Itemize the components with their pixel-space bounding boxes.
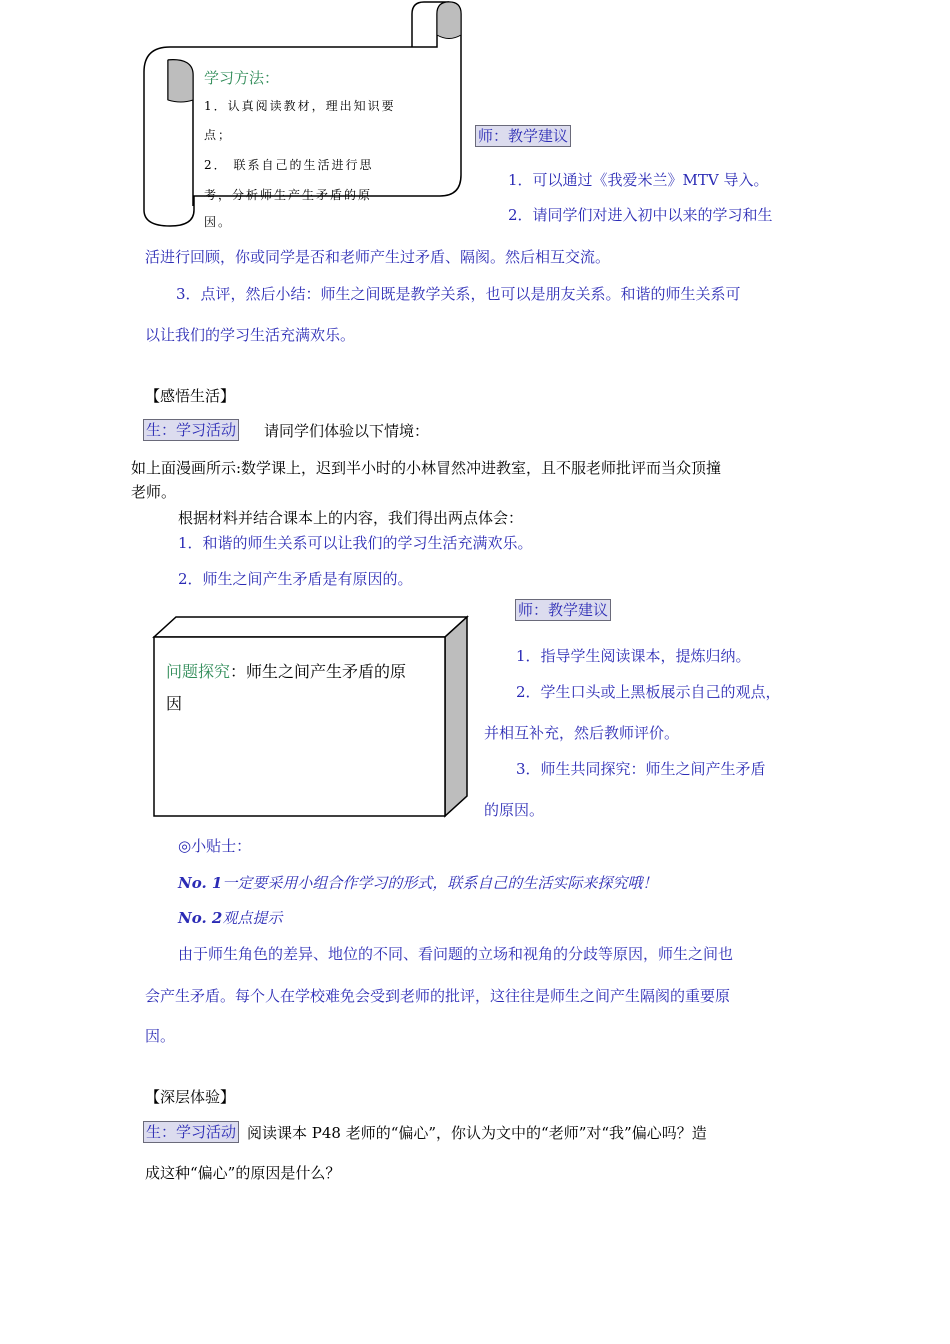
tip-1: No. 1一定要采用小组合作学习的形式，联系自己的生活实际来探究哦！ bbox=[178, 874, 658, 892]
conclusion-intro: 根据材料并结合课本上的内容，我们得出两点体会： bbox=[178, 509, 524, 527]
scroll-title: 学习方法： bbox=[204, 69, 280, 87]
suggestion-item: 3．师生共同探究：师生之间产生矛盾 bbox=[516, 760, 766, 778]
tip-2: No. 2观点提示 bbox=[178, 909, 283, 927]
tip-body: 由于师生角色的差异、地位的不同、看问题的立场和视角的分歧等原因，师生之间也 bbox=[178, 945, 734, 963]
student-activity-tag: 生：学习活动 bbox=[143, 1121, 239, 1143]
scroll-line: 1．认真阅读教材，理出知识要 bbox=[204, 99, 396, 113]
scroll-line: 2． 联系自己的生活进行思 bbox=[204, 158, 374, 172]
teacher-suggestion-tag: 师：教学建议 bbox=[515, 599, 611, 621]
inquiry-title: 问题探究：师生之间产生矛盾的原 bbox=[166, 662, 407, 681]
scroll-line: 考，分析师生产生矛盾的原 bbox=[204, 188, 373, 202]
section-heading: 【深层体验】 bbox=[145, 1088, 236, 1106]
scenario-text: 老师。 bbox=[131, 483, 177, 501]
activity-instruction: 请同学们体验以下情境： bbox=[264, 422, 430, 440]
tip-body: 会产生矛盾。每个人在学校难免会受到老师的批评，这往往是师生之间产生隔阂的重要原 bbox=[145, 987, 731, 1005]
suggestion-item: 1．可以通过《我爱米兰》MTV 导入。 bbox=[508, 171, 769, 189]
scenario-text: 如上面漫画所示:数学课上，迟到半小时的小林冒然冲进教室，且不服老师批评而当众顶撞 bbox=[131, 459, 722, 477]
tip-body: 因。 bbox=[145, 1027, 176, 1045]
suggestion-item-cont: 活进行回顾，你或同学是否和老师产生过矛盾、隔阂。然后相互交流。 bbox=[145, 248, 611, 266]
suggestion-item: 2．学生口头或上黑板展示自己的观点， bbox=[516, 683, 781, 701]
suggestion-item: 2．请同学们对进入初中以来的学习和生 bbox=[508, 206, 773, 224]
suggestion-item: 3．点评，然后小结：师生之间既是教学关系，也可以是朋友关系。和谐的师生关系可 bbox=[176, 285, 741, 303]
activity-question: 阅读课本 P48 老师的“偏心”，你认为文中的“老师”对“我”偏心吗？造 bbox=[247, 1124, 707, 1142]
section-heading: 【感悟生活】 bbox=[145, 387, 236, 405]
suggestion-item: 1．指导学生阅读课本，提炼归纳。 bbox=[516, 647, 751, 665]
teacher-suggestion-tag: 师：教学建议 bbox=[475, 125, 571, 147]
conclusion-point: 1．和谐的师生关系可以让我们的学习生活充满欢乐。 bbox=[178, 534, 533, 552]
suggestion-item-cont: 并相互补充，然后教师评价。 bbox=[484, 724, 680, 742]
scroll-line: 点； bbox=[204, 128, 233, 142]
inquiry-title-cont: 因 bbox=[166, 694, 183, 713]
suggestion-item-cont: 的原因。 bbox=[484, 801, 545, 819]
student-activity-tag: 生：学习活动 bbox=[143, 419, 239, 441]
conclusion-point: 2．师生之间产生矛盾是有原因的。 bbox=[178, 570, 413, 588]
suggestion-item-cont: 以让我们的学习生活充满欢乐。 bbox=[145, 326, 356, 344]
activity-question-cont: 成这种“偏心”的原因是什么？ bbox=[145, 1164, 341, 1182]
tips-title: ◎小贴士： bbox=[178, 837, 252, 855]
scroll-line: 因。 bbox=[204, 215, 233, 229]
